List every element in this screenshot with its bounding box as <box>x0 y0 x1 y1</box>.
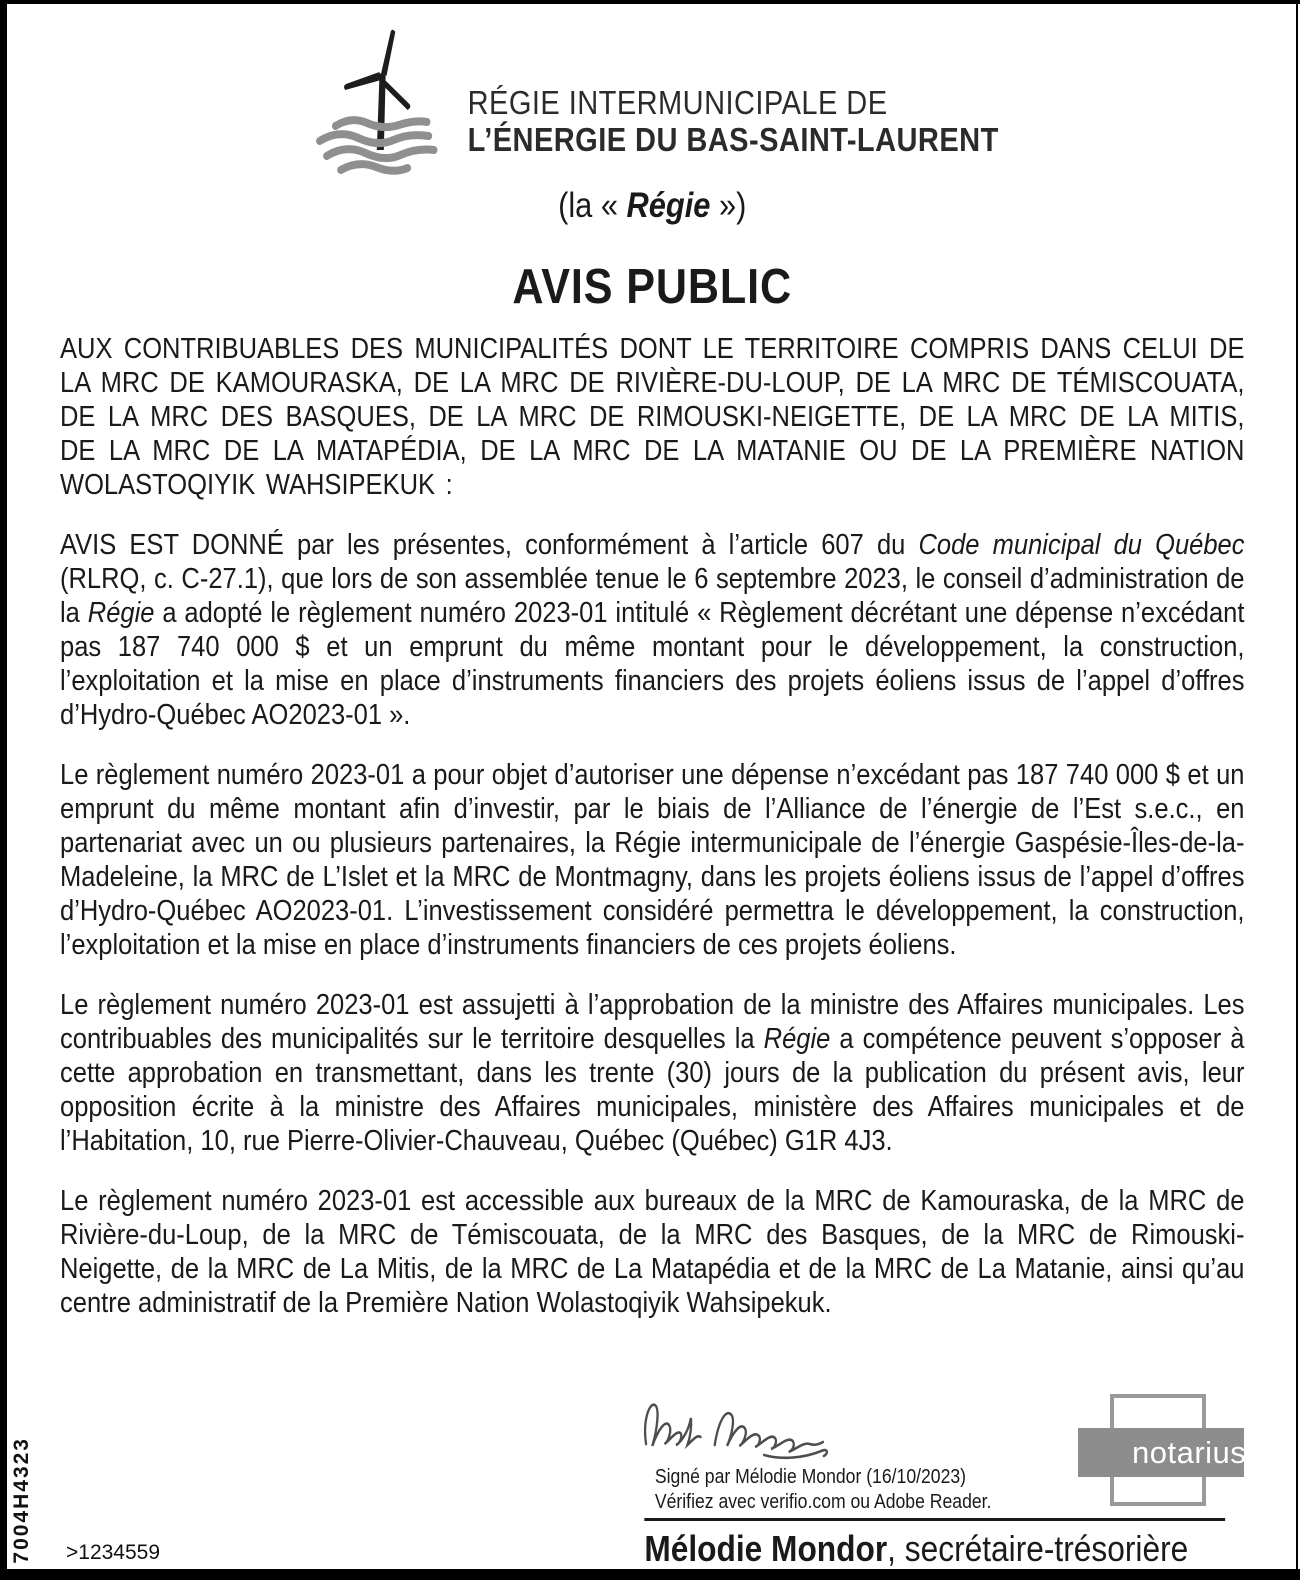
notarius-stamp-label: notarius <box>1132 1435 1247 1470</box>
handwritten-signature <box>639 1392 838 1462</box>
signature-divider <box>644 1518 1225 1521</box>
notice-text-column <box>60 24 1244 1320</box>
org-logo <box>60 24 1244 176</box>
notice-content <box>60 0 1245 1580</box>
frame-border-left <box>0 0 7 1580</box>
wind-turbine-icon <box>306 24 449 176</box>
notice-paragraph-2: AVIS EST DONNÉ par les présentes, conformément à l’article 607 du Code municipal du Québec (RLRQ, c. C-27.1), que lors de son assemblée tenue le 6 septembre 2023, le conseil d’administration de la Régie a adopté le règlement numéro 2023-01 intitulé « Règlement décrétant une dépense n’excédant pas 187 740 000 $ et un emprunt du même montant pour le développement, la construction, l’exploitation et la mise en place d’instruments financiers des projets éoliens issus de l’appel d’offres d’Hydro-Québec AO2023-01 ». <box>60 529 1245 731</box>
notarius-stamp <box>1078 1394 1247 1508</box>
notice-paragraph-5: Le règlement numéro 2023-01 est accessible aux bureaux de la MRC de Kamouraska, de la MRC de Rivière-du-Loup, de la MRC de Témiscouata, de la MRC des Basques, de la MRC de Rimouski-Neigette, de la MRC de La Mitis, de la MRC de La Matapédia et de la MRC de La Matanie, ainsi qu’au centre administratif de la Première Nation Wolastoqiyik Wahsipekuk. <box>60 1185 1245 1319</box>
notarius-stamp-band <box>1078 1428 1247 1477</box>
vertical-print-code: 7004H4323 <box>10 1437 33 1564</box>
notice-paragraph-3: Le règlement numéro 2023-01 a pour objet d’autoriser une dépense n’excédant pas 187 740 000 $ et un emprunt du même montant afin d’investir, par le biais de l’Alliance de l’énergie de l’Est s.e.c., en partenariat avec un ou plusieurs partenaires, la Régie intermunicipale de l’énergie Gaspésie-Îles-de-la-Madeleine, la MRC de L’Islet et la MRC de Montmagny, dans les projets éoliens issus de l’appel d’offres d’Hydro-Québec AO2023-01. L’investissement considéré permettra le développement, la construction, l’exploitation et la mise en place d’instruments financiers de ces projets éoliens. <box>60 759 1245 961</box>
org-name-line1: RÉGIE INTERMUNICIPALE DE <box>467 84 888 121</box>
notice-paragraph-4: Le règlement numéro 2023-01 est assujetti à l’approbation de la ministre des Affaires municipales. Les contribuables des municipalités sur le territoire desquelles la Régie a compétence peuvent s’opposer à cette approbation en transmettant, dans les trente (30) jours de la publication du présent avis, leur opposition écrite à la ministre des Affaires municipales, ministère des Affaires municipales et de l’Habitation, 10, rue Pierre-Olivier-Chauveau, Québec (Québec) G1R 4J3. <box>60 989 1245 1157</box>
notice-body <box>60 332 1244 1320</box>
org-name-line2: L’ÉNERGIE DU BAS-SAINT-LAURENT <box>467 121 999 158</box>
signature-verify-note: Vérifiez avec verifio.com ou Adobe Reader. <box>654 1491 992 1513</box>
signature-block <box>60 1388 1245 1574</box>
org-name <box>468 24 999 158</box>
reference-number: >1234559 <box>66 1541 161 1564</box>
signature-signed-by: Signé par Mélodie Mondor (16/10/2023) <box>654 1466 967 1488</box>
signatory-name-line: Mélodie Mondor, secrétaire-trésorière <box>644 1528 1189 1569</box>
notice-paragraph-1: AUX CONTRIBUABLES DES MUNICIPALITÉS DONT LE TERRITOIRE COMPRIS DANS CELUI DE LA MRC DE KAMOURASKA, DE LA MRC DE RIVIÈRE-DU-LOUP, DE LA MRC DE TÉMISCOUATA, DE LA MRC DES BASQUES, DE LA MRC DE RIMOUSKI-NEIGETTE, DE LA MRC DE LA MITIS, DE LA MRC DE LA MATAPÉDIA, DE LA MRC DE LA MATANIE OU DE LA PREMIÈRE NATION WOLASTOQIYIK WAHSIPEKUK : <box>60 333 1245 501</box>
notice-title: AVIS PUBLIC <box>512 260 793 314</box>
frame-border-right <box>1296 0 1298 1580</box>
regie-designation: (la « Régie ») <box>558 186 747 225</box>
